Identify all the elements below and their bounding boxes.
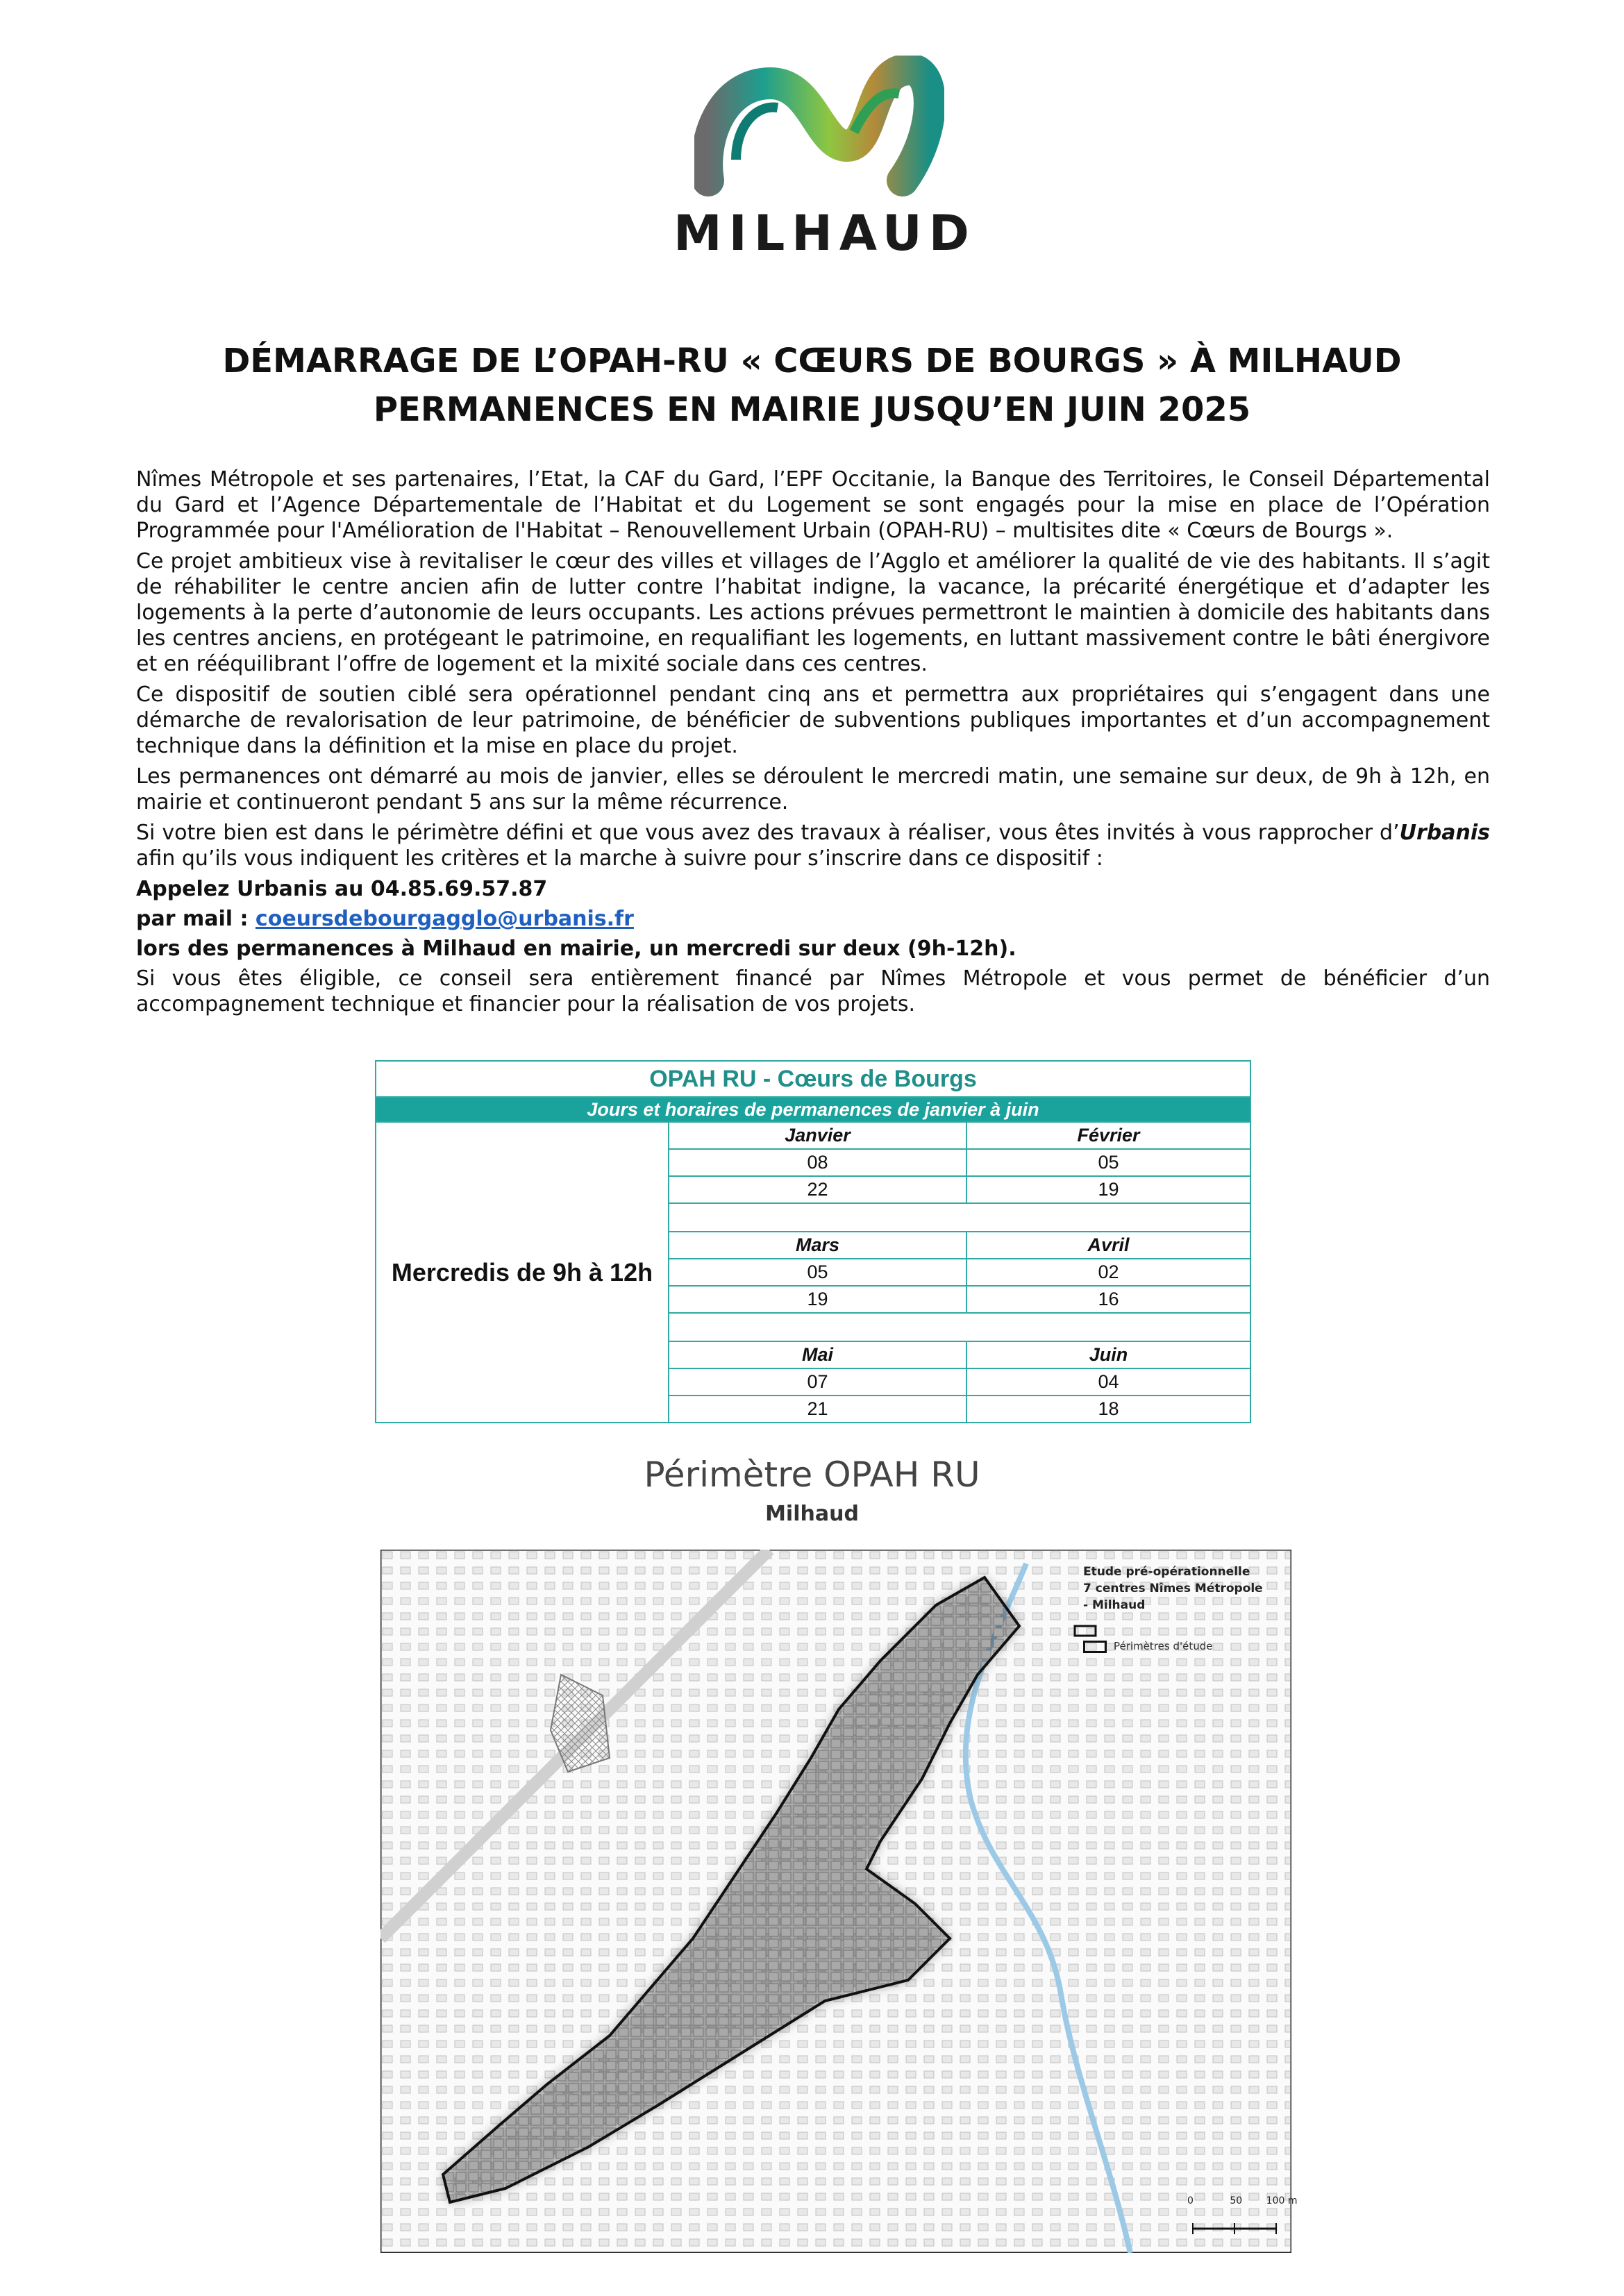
logo-ribbon-icon (694, 56, 944, 201)
day-cell: 18 (966, 1396, 1250, 1423)
legend-title-line: 7 centres Nîmes Métropole (1083, 1582, 1263, 1595)
scale-tick-50: 50 (1230, 2195, 1243, 2206)
legend-key-label: Périmètres d'étude (1114, 1640, 1213, 1652)
day-cell: 19 (966, 1176, 1250, 1203)
spacer-row (669, 1203, 1250, 1232)
day-cell: 05 (669, 1259, 966, 1286)
permanences-line: lors des permanences à Milhaud en mairie, un mercredi sur deux (9h-12h). (136, 937, 1016, 961)
schedule-subtitle: Jours et horaires de permanences de janvier à juin (376, 1097, 1250, 1122)
day-cell: 05 (966, 1149, 1250, 1176)
paragraph-project: Ce projet ambitieux vise à revitaliser le cœur des villes et villages de l’Agglo et améliorer la qualité de vie des habitants. Il s’agit de réhabiliter le centre ancien afin de lutter contre l’habitat indigne, la vacance, la précarité énergétique et d’adapter les logements à la perte d’autonomie de leurs occupants. Les actions prévues permettront le maintien à domicile des habitants dans les centres anciens, en protégeant le patrimoine, en requalifiant les logements, en luttant massivement contre le bâti énergivore et en rééquilibrant l’offre de logement et la mixité sociale dans ces centres. (136, 549, 1490, 676)
title-line-2: PERMANENCES EN MAIRIE JUSQU’EN JUIN 2025 (373, 390, 1251, 429)
mail-label: par mail : (136, 907, 256, 931)
contact-start: Si votre bien est dans le périmètre défini et que vous avez des travaux à réaliser, vous êtes invités à vous rapprocher d’ (136, 821, 1400, 845)
day-cell: 02 (966, 1259, 1250, 1286)
map-legend (1083, 1564, 1284, 1614)
page-title (0, 337, 1624, 434)
contact-urbanis: Urbanis (1399, 821, 1490, 845)
contact-end: afin qu’ils vous indiquent les critères et la marche à suivre pour s’inscrire dans ce dispositif : (136, 846, 1103, 871)
month-label: Janvier (669, 1122, 966, 1149)
schedule-side-label: Mercredis de 9h à 12h (376, 1122, 669, 1423)
day-cell: 04 (966, 1368, 1250, 1396)
day-cell: 21 (669, 1396, 966, 1423)
perimeter-map (380, 1550, 1291, 2253)
scale-tick-0: 0 (1187, 2195, 1194, 2206)
map-subtitle: Milhaud (765, 1502, 859, 1526)
month-label: Mai (669, 1341, 966, 1368)
month-label: Mars (669, 1232, 966, 1259)
spacer-row (669, 1313, 1250, 1341)
day-cell: 22 (669, 1176, 966, 1203)
month-label: Avril (966, 1232, 1250, 1259)
legend-key (1083, 1640, 1212, 1653)
title-line-1: DÉMARRAGE DE L’OPAH-RU « CŒURS DE BOURGS » À MILHAUD (222, 342, 1402, 380)
map-scale (1187, 2195, 1297, 2206)
month-label: Juin (966, 1341, 1250, 1368)
logo-wordmark: MILHAUD (673, 205, 976, 262)
schedule-title: OPAH RU - Cœurs de Bourgs (376, 1061, 1250, 1097)
scale-tick-100: 100 m (1266, 2195, 1298, 2206)
phone-line: Appelez Urbanis au 04.85.69.57.87 (136, 877, 548, 901)
milhaud-logo (673, 56, 976, 264)
schedule-table (375, 1060, 1251, 1423)
day-cell: 08 (669, 1149, 966, 1176)
mail-line (136, 906, 1490, 932)
day-cell: 07 (669, 1368, 966, 1396)
paragraph-eligibility: Si vous êtes éligible, ce conseil sera entièrement financé par Nîmes Métropole et vous permet de bénéficier d’un accompagnement technique et financier pour la réalisation de vos projets. (136, 966, 1490, 1016)
map-title: Périmètre OPAH RU (644, 1455, 980, 1495)
day-cell: 19 (669, 1286, 966, 1313)
map-illustration (380, 1550, 1291, 2253)
paragraph-dispositif: Ce dispositif de soutien ciblé sera opérationnel pendant cinq ans et permettra aux propriétaires qui s’engagent dans une démarche de revalorisation de leur patrimoine, de bénéficier de subventions publiques importantes et d’un accompagnement technique dans la définition et la mise en place du projet. (136, 682, 1490, 758)
paragraph-permanences: Les permanences ont démarré au mois de janvier, elles se déroulent le mercredi matin, une semaine sur deux, de 9h à 12h, en mairie et continueront pendant 5 ans sur la même récurrence. (136, 764, 1490, 814)
legend-title-line: Etude pré-opérationnelle (1083, 1565, 1250, 1579)
perimeter-swatch-icon (1083, 1641, 1107, 1653)
body-text (136, 467, 1490, 1022)
day-cell: 16 (966, 1286, 1250, 1313)
paragraph-contact (136, 820, 1490, 871)
legend-title-line: - Milhaud (1083, 1598, 1146, 1612)
mail-link[interactable]: coeursdebourgagglo@urbanis.fr (255, 907, 634, 931)
paragraph-partners: Nîmes Métropole et ses partenaires, l’Etat, la CAF du Gard, l’EPF Occitanie, la Banque des Territoires, le Conseil Départemental du Gard et l’Agence Départementale de l’Habitat et du Logement se sont engagés pour la mise en place de l’Opération Programmée pour l'Amélioration de l'Habitat – Renouvellement Urbain (OPAH-RU) – multisites dite « Cœurs de Bourgs ». (136, 467, 1490, 543)
month-label: Février (966, 1122, 1250, 1149)
